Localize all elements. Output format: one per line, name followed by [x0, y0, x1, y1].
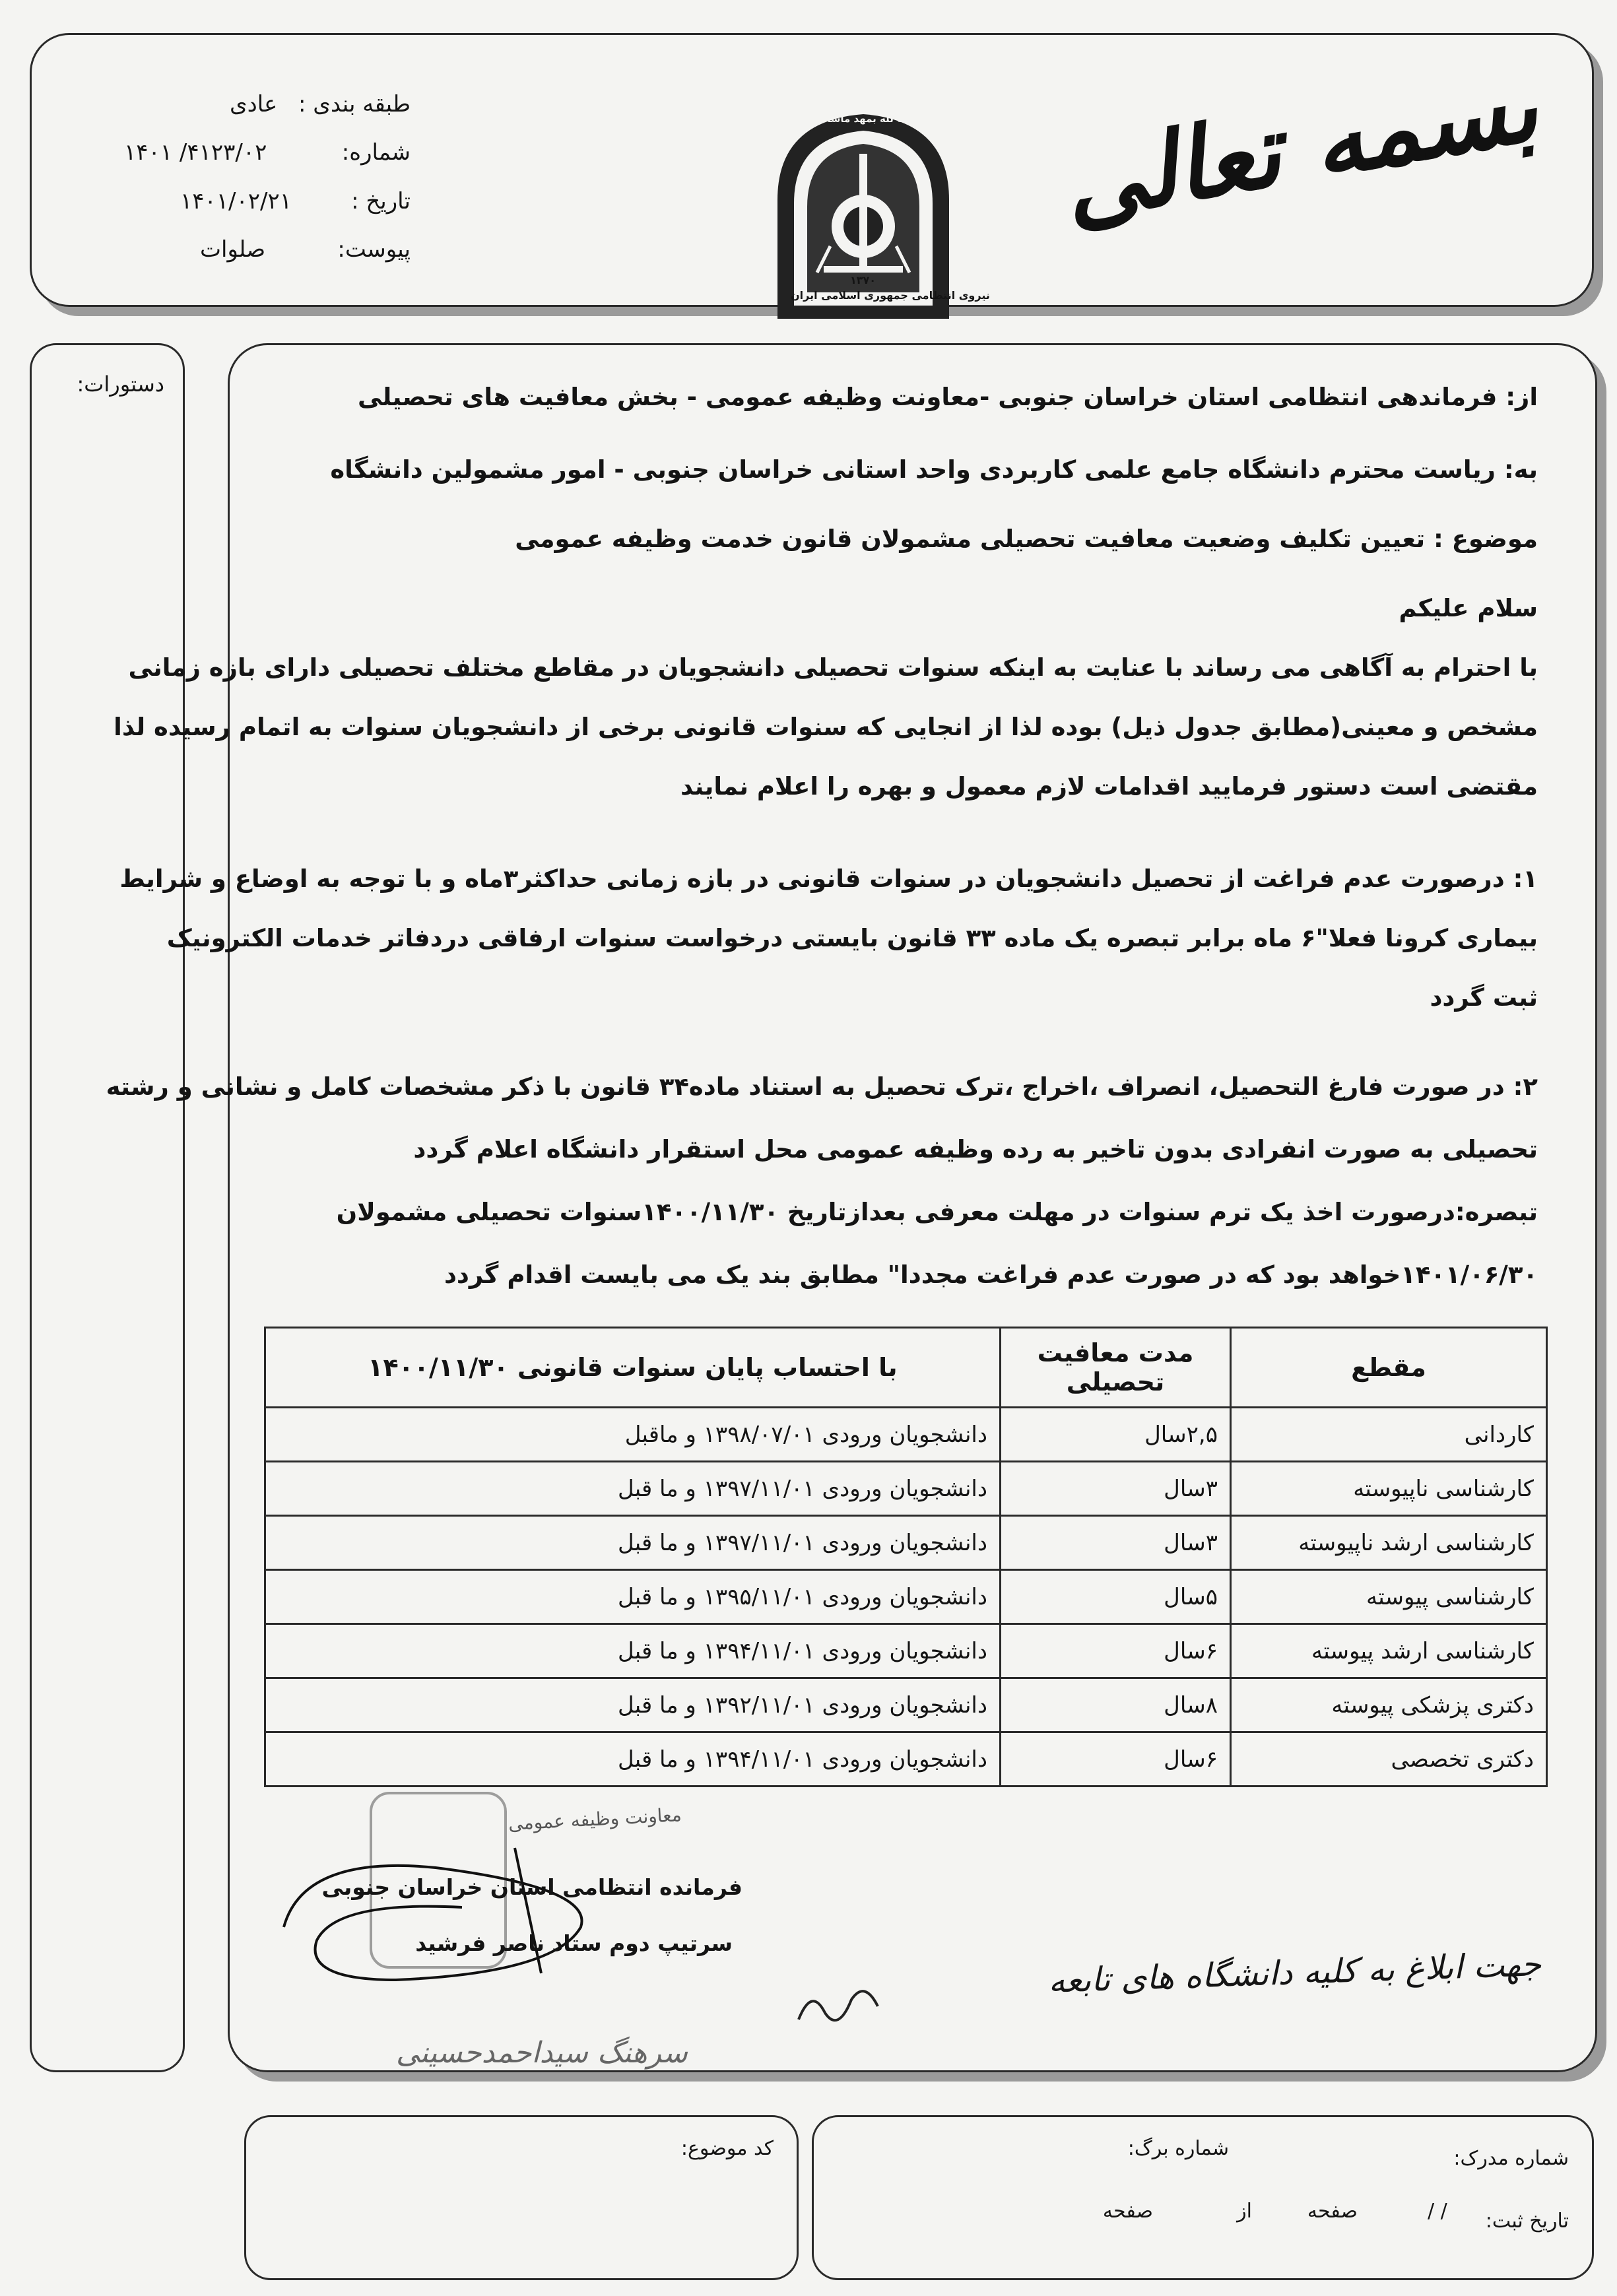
cell-calc: دانشجویان ورودی ۱۳۹۴/۱۱/۰۱ و ما قبل — [265, 1732, 1001, 1787]
item2-line-2: تحصیلی به صورت انفرادی بدون تاخیر به رده وظیفه عمومی محل استقرار دانشگاه اعلام گردد — [413, 1135, 1538, 1164]
cell-duration: ۵سال — [1001, 1570, 1231, 1624]
initials-scribble-icon — [792, 1973, 884, 2033]
note-line-2: ۱۴۰۱/۰۶/۳۰خواهد بود که در صورت عدم فراغت مجددا" مطابق بند یک می بایست اقدام گردد — [444, 1261, 1538, 1289]
page-label: صفحه — [1307, 2200, 1358, 2223]
cell-calc: دانشجویان ورودی ۱۳۹۵/۱۱/۰۱ و ما قبل — [265, 1570, 1001, 1624]
cell-calc: دانشجویان ورودی ۱۳۹۲/۱۱/۰۱ و ما قبل — [265, 1678, 1001, 1732]
item2-line-1: ۲: در صورت فارغ التحصیل، انصراف ،اخراج ،ترک تحصیل به استناد ماده۳۴ قانون با ذکر مشخصات کامل و نشانی و رشته — [106, 1072, 1538, 1101]
table-row — [265, 1678, 1547, 1732]
intro-line-3: مقتضی است دستور فرمایید اقدامات لازم معمول و بهره را اعلام نمایند — [680, 772, 1538, 801]
header-duration: مدت معافیت تحصیلی — [1001, 1328, 1231, 1408]
cell-level: کارشناسی ناپیوسته — [1231, 1462, 1547, 1516]
table-row — [265, 1624, 1547, 1678]
cell-level: دکتری پزشکی پیوسته — [1231, 1678, 1547, 1732]
page-label-2: صفحه — [1102, 2200, 1153, 2223]
cell-level: کاردانی — [1231, 1408, 1547, 1462]
cell-calc: دانشجویان ورودی ۱۳۹۸/۰۷/۰۱ و ماقبل — [265, 1408, 1001, 1462]
emblem-top-text: کرمو توانیت لله بمهد ماشاسبه — [807, 113, 956, 125]
of-label: از — [1237, 2200, 1252, 2223]
item1-line-3: ثبت گردد — [1430, 983, 1538, 1012]
intro-line-1: با احترام به آگاهی می رساند با عنایت به اینکه سنوات تحصیلی دانشجویان در مقاطع مختلف تحصیلی دارای بازه زمانی — [128, 653, 1538, 682]
table-row — [265, 1462, 1547, 1516]
table-row — [265, 1516, 1547, 1570]
letter-subject: موضوع : تعیین تکلیف وضعیت معافیت تحصیلی مشمولان قانون خدمت وظیفه عمومی — [515, 525, 1538, 553]
letter-from: از: فرماندهی انتظامی استان خراسان جنوبی -معاونت وظیفه عمومی - بخش معافیت های تحصیلی — [357, 383, 1538, 411]
number-value: ۴۱۲۳/۰۲/ ۱۴۰۱ — [124, 139, 267, 166]
subject-code-label: کد موضوع: — [680, 2137, 774, 2160]
cell-duration: ۳سال — [1001, 1462, 1231, 1516]
header-level: مقطع — [1231, 1328, 1547, 1408]
stamp-text: معاونت وظیفه عمومی — [508, 1804, 682, 1835]
note-line-1: تبصره:درصورت اخذ یک ترم سنوات در مهلت معرفی بعدازتاریخ ۱۴۰۰/۱۱/۳۰سنوات تحصیلی مشمولان — [336, 1198, 1538, 1226]
reg-date-label: تاریخ ثبت: — [1485, 2210, 1569, 2233]
cell-duration: ۸سال — [1001, 1678, 1231, 1732]
header-calc: با احتساب پایان سنوات قانونی ۱۴۰۰/۱۱/۳۰ — [265, 1328, 1001, 1408]
reg-date-slashes: / / — [1428, 2200, 1447, 2223]
signature-scribble-icon — [264, 1828, 634, 2000]
cell-calc: دانشجویان ورودی ۱۳۹۴/۱۱/۰۱ و ما قبل — [265, 1624, 1001, 1678]
item1-line-2: بیماری کرونا فعلا"۶ ماه برابر تبصره یک ماده ۳۳ قانون بایستی درخواست سنوات ارفاقی دردفاتر خدمات الکترونیک — [166, 924, 1538, 952]
cell-level: کارشناسی پیوسته — [1231, 1570, 1547, 1624]
emblem-year: ۱۳۷۰ — [850, 274, 876, 286]
cell-duration: ۶سال — [1001, 1624, 1231, 1678]
classification-label: طبقه بندی : — [298, 91, 411, 117]
cell-level: کارشناسی ارشد ناپیوسته — [1231, 1516, 1547, 1570]
signer-rank: سرتیپ دوم ستاد — [552, 1930, 733, 1956]
date-label: تاریخ : — [351, 188, 411, 214]
cell-duration: ۳سال — [1001, 1516, 1231, 1570]
instructions-sidebar — [30, 343, 185, 2072]
doc-number-label: شماره مدرک: — [1453, 2147, 1569, 2170]
footer-subject-code-box — [244, 2115, 799, 2280]
letter-greeting: سلام علیکم — [1399, 594, 1538, 622]
footer-registration-box — [812, 2115, 1594, 2280]
attachment-value: صلوات — [200, 236, 266, 263]
item1-line-1: ۱: درصورت عدم فراغت از تحصیل دانشجویان در سنوات قانونی در بازه زمانی حداکثر۳ماه و با توجه به اوضاع و شرایط — [119, 865, 1538, 893]
letter-header — [30, 33, 1594, 307]
date-value: ۱۴۰۱/۰۲/۲۱ — [180, 188, 292, 214]
cell-level: دکتری تخصصی — [1231, 1732, 1547, 1787]
cell-duration: ۶سال — [1001, 1732, 1231, 1787]
signer-name: ناصر فرشید — [415, 1930, 544, 1956]
sheet-number-label: شماره برگ: — [1127, 2137, 1229, 2160]
cell-level: کارشناسی ارشد پیوسته — [1231, 1624, 1547, 1678]
classification-value: عادی — [230, 91, 278, 117]
handwritten-note: جهت ابلاغ به کلیه دانشگاه های تابعه — [1047, 1944, 1542, 2001]
table-row — [265, 1570, 1547, 1624]
bismillah-heading: بسمه تعالی — [1053, 47, 1546, 245]
emblem-bottom-text: نیروی انتظامی جمهوری اسلامی ایران — [791, 289, 990, 302]
table-row — [265, 1732, 1547, 1787]
intro-line-2: مشخص و معینی(مطابق جدول ذیل) بوده لذا از انجایی که سنوات قانونی برخی از دانشجویان سنوات به اتمام رسیده لذا — [114, 713, 1538, 741]
cell-duration: ۲,۵سال — [1001, 1408, 1231, 1462]
handwritten-name: سرهنگ سیداحمدحسینی — [396, 2036, 688, 2070]
cell-calc: دانشجویان ورودی ۱۳۹۷/۱۱/۰۱ و ما قبل — [265, 1462, 1001, 1516]
instructions-label: دستورات: — [77, 372, 164, 397]
letter-to: به: ریاست محترم دانشگاه جامع علمی کاربردی واحد استانی خراسان جنوبی - امور مشمولین دانشگاه — [330, 455, 1538, 484]
exemption-table — [264, 1327, 1548, 1787]
attachment-label: پیوست: — [337, 236, 411, 263]
table-header-row — [265, 1328, 1547, 1408]
number-label: شماره: — [341, 139, 411, 166]
signer-title: فرمانده انتظامی استان خراسان جنوبی — [321, 1874, 742, 1900]
table-row — [265, 1408, 1547, 1462]
cell-calc: دانشجویان ورودی ۱۳۹۷/۱۱/۰۱ و ما قبل — [265, 1516, 1001, 1570]
